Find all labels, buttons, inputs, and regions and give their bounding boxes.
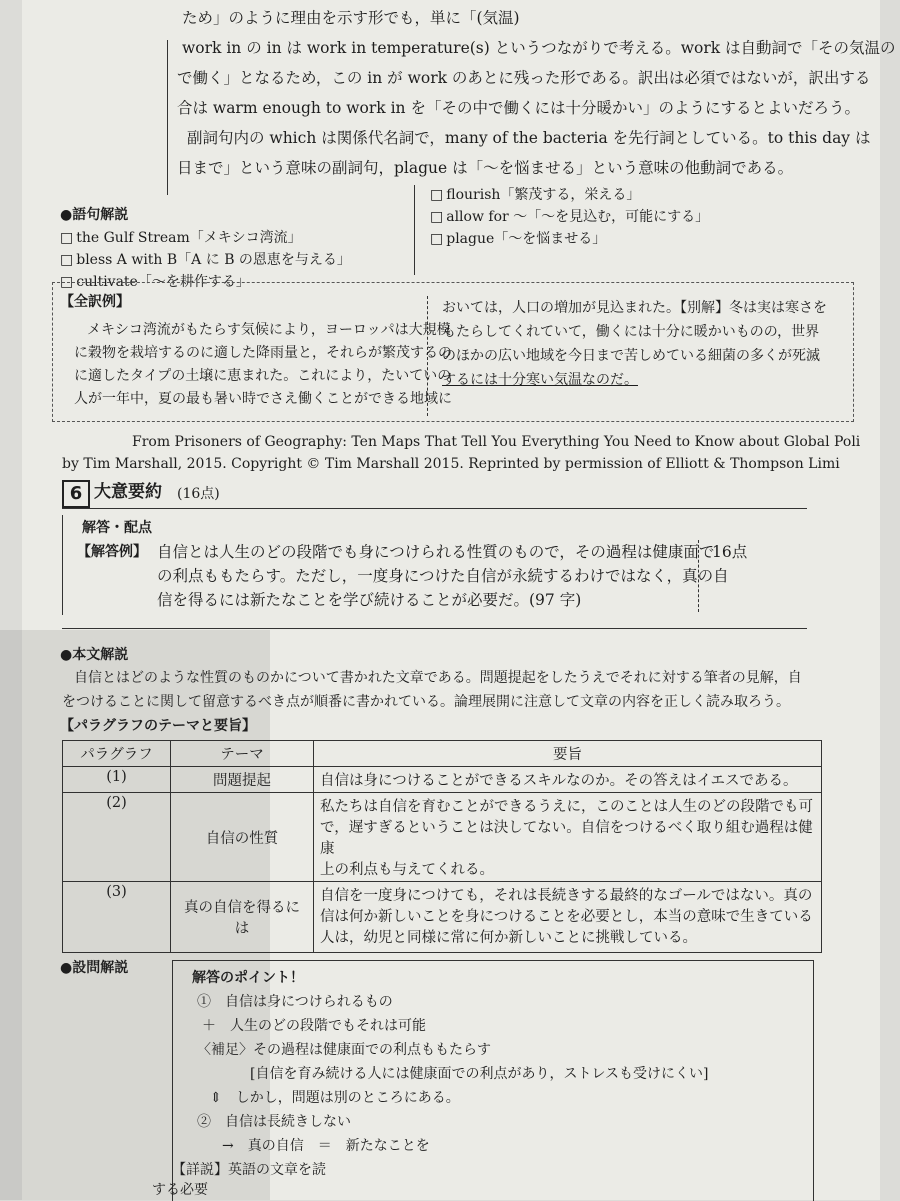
- point-line: ② 自信は長続きしない: [197, 1114, 351, 1130]
- summary-line: で，遅すぎるということは決してない。自信をつけるべく取り組む過程は健康: [320, 820, 813, 857]
- hand-shadow: [0, 630, 270, 1200]
- citation-line: by Tim Marshall, 2015. Copyright © Tim Marshall 2015. Reprinted by permission of Elliott & Thompson Limi: [62, 456, 840, 472]
- point-line: → 真の自信 ＝ 新たなことを: [222, 1138, 430, 1154]
- vocab-heading: ●語句解説: [60, 207, 129, 223]
- translation-line: おいては，人口の増加が見込まれた。【別解】冬は実は寒さを: [442, 300, 827, 316]
- answer-heading: 解答・配点: [82, 520, 152, 536]
- point-box-title: 解答のポイント！: [192, 970, 304, 986]
- translation-line: メキシコ湾流がもたらす気候により，ヨーロッパは大規模: [87, 322, 451, 338]
- vocab-item: □ plague「～を悩ませる」: [430, 229, 606, 249]
- answer-line: の利点ももたらす。ただし，一度身につけた自信が永続するわけではなく，真の自: [157, 567, 729, 585]
- answer-left-rule: [62, 515, 63, 615]
- translation-heading: 【全訳例】: [60, 294, 130, 310]
- summary-line: 人は，幼児と同様に常に何か新しいことに挑戦している。: [320, 930, 697, 946]
- para-cell: (3): [63, 882, 171, 953]
- col-header-summary: 要旨: [314, 741, 822, 767]
- summary-line: 自信を一度身につけても，それは長続きする最終的なゴールではない。真の: [320, 888, 813, 904]
- section-number: 6: [62, 480, 90, 508]
- translation-line: するには十分寒い気温なのだ。: [442, 372, 638, 388]
- body-heading: ●本文解説: [60, 647, 129, 663]
- translation-line: のほかの広い地域を今日まで苦しめている細菌の多くが死滅: [442, 348, 820, 364]
- point-line: 〈補足〉その過程は健康面での利点ももたらす: [197, 1042, 491, 1058]
- point-line: 【詳説】英語の文章を読: [172, 1162, 326, 1178]
- para-cell: (2): [63, 793, 171, 882]
- theme-cell: 自信の性質: [171, 793, 314, 882]
- section-rule: [62, 508, 807, 509]
- score-divider: [698, 540, 699, 612]
- theme-cell: 問題提起: [171, 767, 314, 793]
- vocab-item: □ flourish「繁茂する，栄える」: [430, 185, 640, 205]
- translation-line: に適したタイプの土壌に恵まれた。これにより，たいていの: [74, 368, 452, 384]
- left-rule: [167, 40, 168, 195]
- vocab-item: □ the Gulf Stream「メキシコ湾流」: [60, 228, 302, 248]
- section-title: 大意要約: [94, 482, 162, 502]
- answer-label: 【解答例】: [77, 544, 147, 560]
- explanation-line: 日まで」という意味の副詞句，plague は「～を悩ませる」という意味の他動詞である。: [177, 159, 794, 177]
- vocab-item: □ bless A with B「A に B の恩恵を与える」: [60, 250, 351, 270]
- vocab-item: □ cultivate「～を耕作する」: [60, 272, 250, 292]
- summary-line: 上の利点も与えてくれる。: [320, 862, 494, 878]
- explanation-line: 合は warm enough to work in を「その中で働くには十分暖かい」のようにするとよいだろう。: [177, 99, 860, 117]
- vocab-divider: [414, 185, 415, 275]
- score: 16点: [712, 543, 748, 561]
- question-heading: ●設問解説: [60, 960, 129, 976]
- answer-line: 自信とは人生のどの段階でも身につけられる性質のもので，その過程は健康面で: [157, 543, 715, 561]
- summary-line: 私たちは自信を育むことができるうえに，このことは人生のどの段階でも可: [320, 799, 813, 815]
- point-line: する必要: [152, 1182, 208, 1198]
- summary-cell: [314, 882, 822, 953]
- summary-cell: [314, 793, 822, 882]
- point-line: ＋ 人生のどの段階でもそれは可能: [202, 1018, 426, 1034]
- para-cell: (1): [63, 767, 171, 793]
- explanation-line: で働く」となるため，この in が work のあとに残った形である。訳出は必須ではないが，訳出する: [177, 69, 871, 87]
- explanation-line: ため」のように理由を示す形でも，単に「(気温): [182, 9, 520, 27]
- table-heading: 【パラグラフのテーマと要旨】: [60, 718, 256, 734]
- translation-line: もたらしてくれていて，働くには十分に暖かいものの，世界: [442, 324, 820, 340]
- body-line: をつけることに関して留意するべき点が順番に書かれている。論理展開に注意して文章の内容を正しく読み取ろう。: [62, 694, 790, 710]
- col-header-para: パラグラフ: [63, 741, 171, 767]
- answer-line: 信を得るには新たなことを学び続けることが必要だ。(97 字): [157, 591, 582, 609]
- summary-cell: [314, 767, 822, 793]
- translation-line: に穀物を栽培するのに適した降雨量と，それらが繁茂するの: [74, 345, 452, 361]
- explanation-line: 副詞句内の which は関係代名詞で，many of the bacteria を先行詞としている。to this day は: [187, 129, 871, 147]
- point-line: ⇕ しかし，問題は別のところにある。: [210, 1090, 460, 1106]
- vocab-item: □ allow for ～「～を見込む，可能にする」: [430, 207, 709, 227]
- summary-line: 自信は身につけることができるスキルなのか。その答えはイエスである。: [320, 773, 798, 789]
- theme-cell: 真の自信を得るには: [171, 882, 314, 953]
- body-line: 自信とはどのような性質のものかについて書かれた文章である。問題提起をしたうえでそれに対する筆者の見解，自: [74, 670, 802, 686]
- translation-line: 人が一年中，夏の最も暑い時でさえ働くことができる地域に: [74, 391, 452, 407]
- point-line: [自信を育み続ける人には健康面での利点があり，ストレスも受けにくい]: [250, 1066, 709, 1082]
- point-line: ① 自信は身につけられるもの: [197, 994, 393, 1010]
- col-header-theme: テーマ: [171, 741, 314, 767]
- section-bottom-rule: [62, 628, 807, 629]
- section-points: (16点): [177, 486, 220, 502]
- citation-line: From Prisoners of Geography: Ten Maps That Tell You Everything You Need to Know about Global Poli: [132, 434, 861, 450]
- summary-line: 信は何か新しいことを身につけることを必要とし，本当の意味で生きている: [320, 909, 813, 925]
- explanation-line: work in の in は work in temperature(s) というつながりで考える。work は自動詞で「その気温の: [182, 39, 896, 57]
